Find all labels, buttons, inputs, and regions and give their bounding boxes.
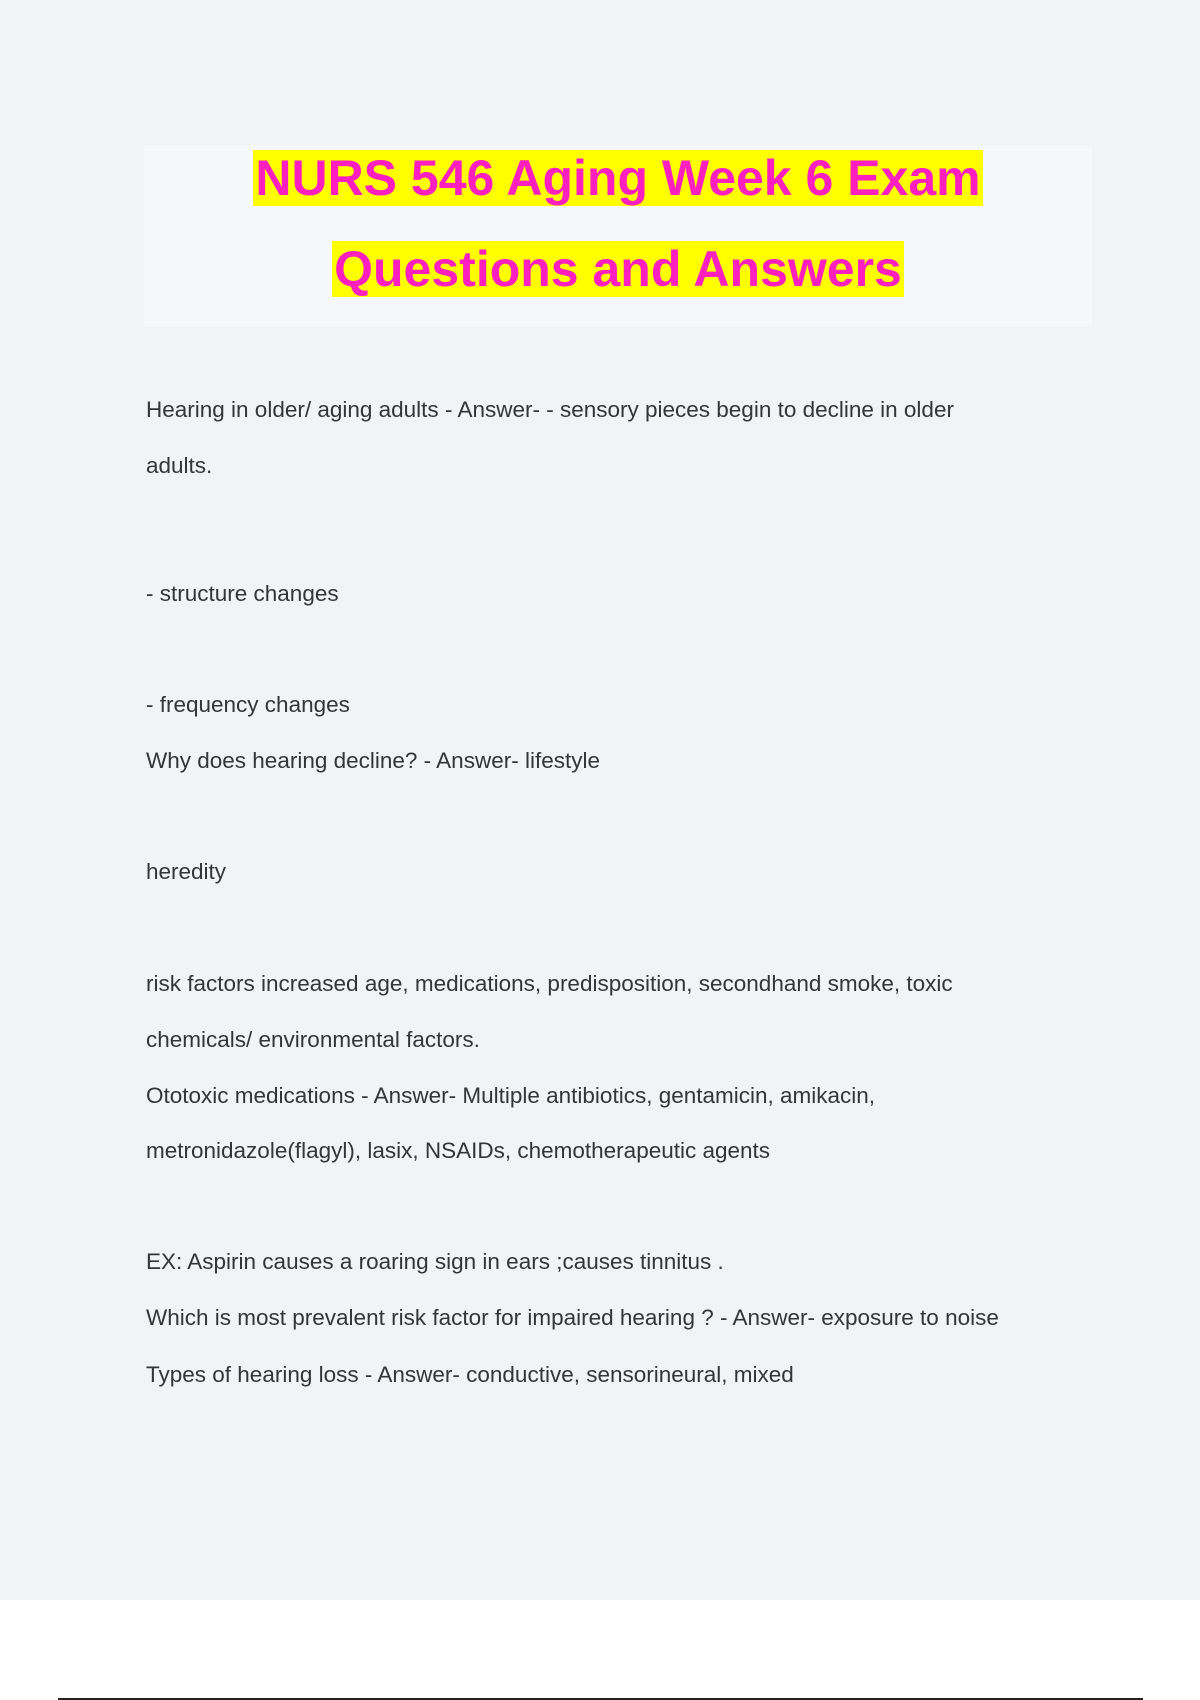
text-line-structure-changes: - structure changes	[146, 581, 339, 606]
text-line-frequency-changes: - frequency changes	[146, 692, 350, 717]
text-line-why-hearing-declines: Why does hearing decline? - Answer- lifestyle	[146, 748, 600, 773]
text-line-types-of-hearing-loss: Types of hearing loss - Answer- conductive, sensorineural, mixed	[146, 1362, 794, 1387]
text-line-hearing-in-older-adults: Hearing in older/ aging adults - Answer- - sensory pieces begin to decline in older	[146, 397, 954, 422]
text-line-ototoxic-medications: Ototoxic medications - Answer- Multiple antibiotics, gentamicin, amikacin,	[146, 1083, 876, 1108]
title-block	[144, 145, 1092, 327]
text-line-adults: adults.	[146, 453, 213, 478]
text-line-risk-factors: risk factors increased age, medications, predisposition, secondhand smoke, toxic	[146, 971, 953, 996]
text-line-aspirin-example: EX: Aspirin causes a roaring sign in ears ;causes tinnitus .	[146, 1249, 724, 1274]
document-title-line-1	[144, 149, 1092, 207]
document-title-line-2	[144, 240, 1092, 298]
text-line-prevalent-risk-factor: Which is most prevalent risk factor for impaired hearing ? - Answer- exposure to noise	[146, 1305, 999, 1330]
title-highlight-1: NURS 546 Aging Week 6 Exam	[255, 150, 981, 206]
text-line-environmental-factors: chemicals/ environmental factors.	[146, 1027, 480, 1052]
text-line-heredity: heredity	[146, 859, 227, 884]
text-line-medication-list: metronidazole(flagyl), lasix, NSAIDs, chemotherapeutic agents	[146, 1138, 771, 1163]
title-highlight-2: Questions and Answers	[334, 241, 902, 297]
